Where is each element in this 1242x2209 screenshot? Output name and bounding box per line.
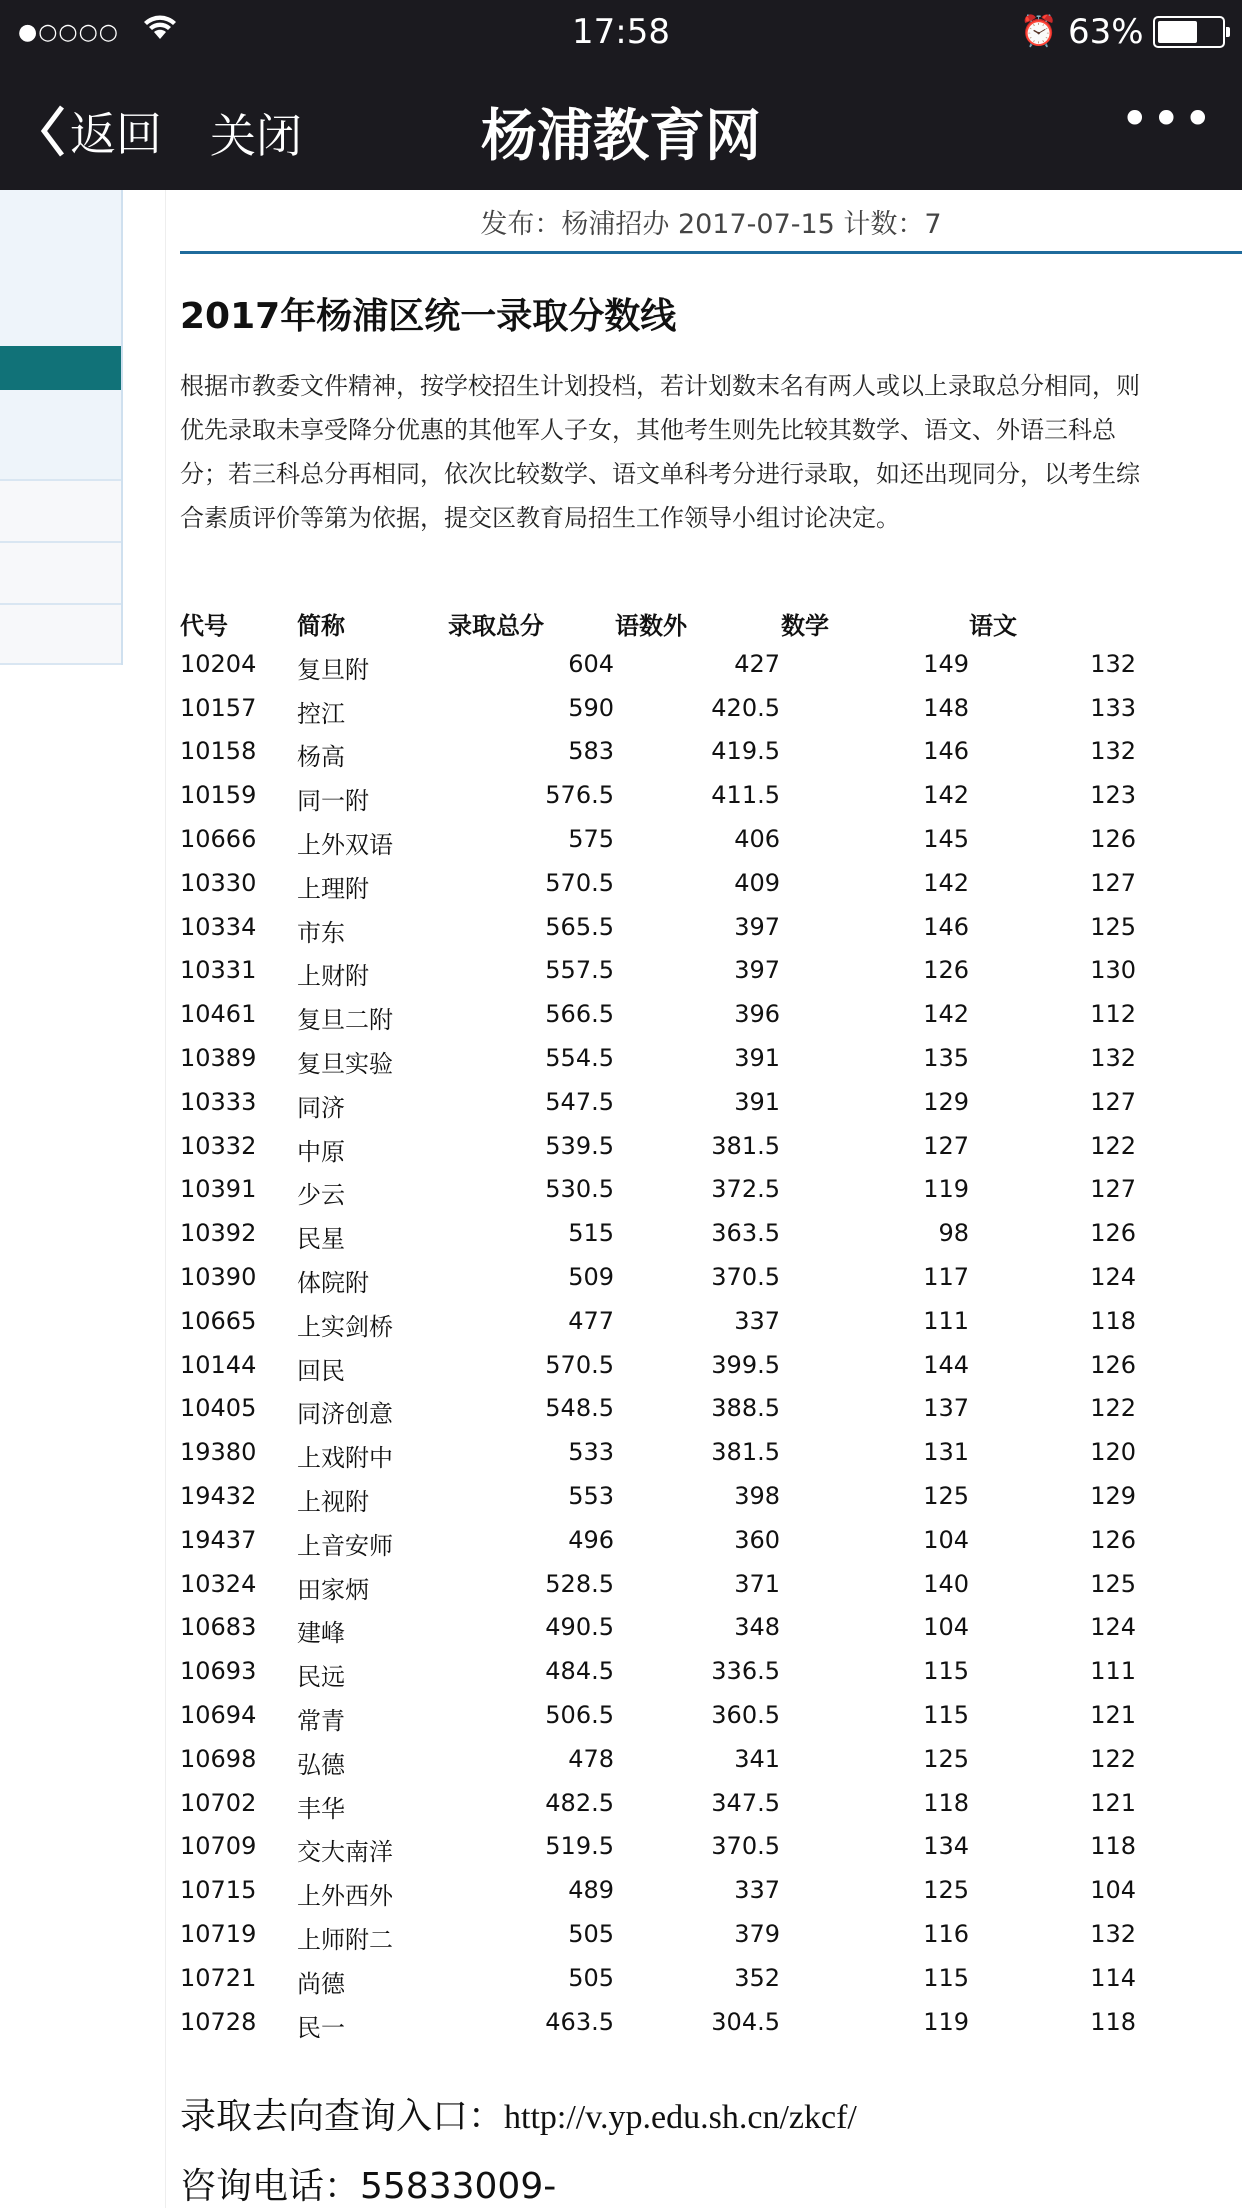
cell-math: 117 bbox=[923, 1262, 969, 1291]
cell-chinese: 114 bbox=[1090, 1963, 1136, 1992]
cell-total: 554.5 bbox=[545, 1043, 614, 1072]
cell-math: 116 bbox=[923, 1919, 969, 1948]
cell-code: 10728 bbox=[180, 2007, 257, 2036]
cell-three-subjects: 304.5 bbox=[711, 2007, 780, 2036]
divider bbox=[0, 541, 121, 543]
article-meta: 发布：杨浦招办 2017-07-15 计数：7 bbox=[480, 209, 942, 240]
cell-chinese: 123 bbox=[1090, 781, 1136, 810]
table-row bbox=[180, 773, 1140, 817]
cell-name: 上视附 bbox=[297, 1487, 369, 1516]
cell-code: 10702 bbox=[180, 1788, 257, 1817]
cell-math: 140 bbox=[923, 1569, 969, 1598]
cell-total: 482.5 bbox=[545, 1788, 614, 1817]
cell-total: 489 bbox=[568, 1876, 614, 1905]
cell-total: 539.5 bbox=[545, 1131, 614, 1160]
cell-total: 576.5 bbox=[545, 781, 614, 810]
cell-three-subjects: 352 bbox=[734, 1963, 780, 1992]
query-label: 录取去向查询入口： bbox=[180, 2096, 505, 2137]
cell-code: 10715 bbox=[180, 1876, 257, 1905]
cell-code: 10159 bbox=[180, 781, 257, 810]
cell-chinese: 126 bbox=[1090, 1219, 1136, 1248]
cell-name: 民星 bbox=[297, 1225, 345, 1254]
cell-total: 528.5 bbox=[545, 1569, 614, 1598]
cell-code: 10333 bbox=[180, 1087, 257, 1116]
sidebar bbox=[0, 190, 123, 665]
cell-three-subjects: 370.5 bbox=[711, 1832, 780, 1861]
table-row bbox=[180, 1605, 1140, 1649]
cell-total: 604 bbox=[568, 649, 614, 678]
cell-name: 同济创意 bbox=[297, 1400, 393, 1429]
cell-three-subjects: 337 bbox=[734, 1306, 780, 1335]
cell-total: 575 bbox=[568, 824, 614, 853]
cell-three-subjects: 347.5 bbox=[711, 1788, 780, 1817]
cell-code: 10334 bbox=[180, 912, 257, 941]
cell-total: 505 bbox=[568, 1963, 614, 1992]
cell-three-subjects: 372.5 bbox=[711, 1175, 780, 1204]
cell-name: 回民 bbox=[297, 1356, 345, 1385]
table-row bbox=[180, 1080, 1140, 1124]
cell-chinese: 127 bbox=[1090, 1175, 1136, 1204]
cell-chinese: 118 bbox=[1090, 1832, 1136, 1861]
cell-chinese: 124 bbox=[1090, 1613, 1136, 1642]
clock: 17:58 bbox=[572, 12, 670, 52]
cell-total: 478 bbox=[568, 1744, 614, 1773]
table-row bbox=[180, 729, 1140, 773]
cell-chinese: 104 bbox=[1090, 1876, 1136, 1905]
divider bbox=[0, 603, 121, 605]
table-row bbox=[180, 861, 1140, 905]
cell-three-subjects: 336.5 bbox=[711, 1657, 780, 1686]
cell-name: 少云 bbox=[297, 1181, 345, 1210]
cell-math: 142 bbox=[923, 868, 969, 897]
cell-total: 590 bbox=[568, 693, 614, 722]
cell-name: 弘德 bbox=[297, 1750, 345, 1779]
cell-name: 常青 bbox=[297, 1706, 345, 1735]
cell-math: 125 bbox=[923, 1744, 969, 1773]
nav-bar bbox=[0, 70, 1242, 190]
table-row bbox=[180, 1211, 1140, 1255]
cell-name: 杨高 bbox=[297, 743, 345, 772]
cell-code: 10405 bbox=[180, 1394, 257, 1423]
cell-total: 519.5 bbox=[545, 1832, 614, 1861]
cell-code: 10144 bbox=[180, 1350, 257, 1379]
cell-chinese: 120 bbox=[1090, 1438, 1136, 1467]
cell-three-subjects: 370.5 bbox=[711, 1262, 780, 1291]
cell-chinese: 133 bbox=[1090, 693, 1136, 722]
table-row bbox=[180, 1518, 1140, 1562]
cell-math: 126 bbox=[923, 956, 969, 985]
cell-math: 142 bbox=[923, 781, 969, 810]
cell-code: 19380 bbox=[180, 1438, 257, 1467]
cell-total: 547.5 bbox=[545, 1087, 614, 1116]
header-math: 数学 bbox=[781, 612, 829, 640]
cell-math: 119 bbox=[923, 2007, 969, 2036]
cell-math: 135 bbox=[923, 1043, 969, 1072]
cell-chinese: 132 bbox=[1090, 649, 1136, 678]
table-row bbox=[180, 1474, 1140, 1518]
status-bar bbox=[0, 0, 1242, 70]
cell-total: 484.5 bbox=[545, 1657, 614, 1686]
cell-chinese: 124 bbox=[1090, 1262, 1136, 1291]
cell-code: 10666 bbox=[180, 824, 257, 853]
header-code: 代号 bbox=[180, 612, 228, 640]
cell-chinese: 127 bbox=[1090, 1087, 1136, 1116]
cell-math: 134 bbox=[923, 1832, 969, 1861]
header-name: 简称 bbox=[297, 612, 345, 640]
cell-chinese: 122 bbox=[1090, 1131, 1136, 1160]
cell-three-subjects: 371 bbox=[734, 1569, 780, 1598]
cell-total: 583 bbox=[568, 737, 614, 766]
cell-three-subjects: 348 bbox=[734, 1613, 780, 1642]
cell-math: 104 bbox=[923, 1613, 969, 1642]
cell-chinese: 122 bbox=[1090, 1394, 1136, 1423]
cell-code: 10157 bbox=[180, 693, 257, 722]
cell-code: 10709 bbox=[180, 1832, 257, 1861]
table-row bbox=[180, 992, 1140, 1036]
page-title: 杨浦教育网 bbox=[481, 104, 761, 169]
cell-chinese: 121 bbox=[1090, 1788, 1136, 1817]
cell-name: 控江 bbox=[297, 699, 345, 728]
cell-chinese: 118 bbox=[1090, 1306, 1136, 1335]
cell-name: 民一 bbox=[297, 2013, 345, 2042]
cell-total: 490.5 bbox=[545, 1613, 614, 1642]
table-row bbox=[180, 1781, 1140, 1825]
cell-name: 上戏附中 bbox=[297, 1444, 393, 1473]
cell-three-subjects: 399.5 bbox=[711, 1350, 780, 1379]
cell-code: 10332 bbox=[180, 1131, 257, 1160]
cell-math: 125 bbox=[923, 1876, 969, 1905]
table-row bbox=[180, 1167, 1140, 1211]
cell-chinese: 132 bbox=[1090, 1919, 1136, 1948]
cell-chinese: 121 bbox=[1090, 1700, 1136, 1729]
cell-code: 19432 bbox=[180, 1481, 257, 1510]
table-row bbox=[180, 2000, 1140, 2044]
cell-total: 570.5 bbox=[545, 868, 614, 897]
sidebar-item[interactable] bbox=[0, 603, 121, 665]
cell-total: 496 bbox=[568, 1525, 614, 1554]
cell-code: 10324 bbox=[180, 1569, 257, 1598]
cell-math: 118 bbox=[923, 1788, 969, 1817]
cell-math: 146 bbox=[923, 912, 969, 941]
cell-chinese: 125 bbox=[1090, 1569, 1136, 1598]
cell-code: 10698 bbox=[180, 1744, 257, 1773]
cell-name: 上师附二 bbox=[297, 1925, 393, 1954]
cell-total: 557.5 bbox=[545, 956, 614, 985]
query-link[interactable]: http://v.yp.edu.sh.cn/zkcf/ bbox=[504, 2099, 857, 2136]
cell-chinese: 112 bbox=[1090, 1000, 1136, 1029]
cell-math: 98 bbox=[938, 1219, 969, 1248]
cell-three-subjects: 360 bbox=[734, 1525, 780, 1554]
article-title: 2017年杨浦区统一录取分数线 bbox=[180, 296, 677, 337]
cell-name: 复旦实验 bbox=[297, 1049, 393, 1078]
cell-chinese: 126 bbox=[1090, 824, 1136, 853]
cell-name: 上外双语 bbox=[297, 830, 393, 859]
cell-three-subjects: 396 bbox=[734, 1000, 780, 1029]
table-row bbox=[180, 1649, 1140, 1693]
cell-math: 146 bbox=[923, 737, 969, 766]
cell-chinese: 122 bbox=[1090, 1744, 1136, 1773]
cell-total: 566.5 bbox=[545, 1000, 614, 1029]
cell-three-subjects: 406 bbox=[734, 824, 780, 853]
cell-name: 民远 bbox=[297, 1663, 345, 1692]
cell-math: 129 bbox=[923, 1087, 969, 1116]
cell-math: 144 bbox=[923, 1350, 969, 1379]
cell-three-subjects: 420.5 bbox=[711, 693, 780, 722]
cell-total: 515 bbox=[568, 1219, 614, 1248]
cell-total: 463.5 bbox=[545, 2007, 614, 2036]
cell-chinese: 126 bbox=[1090, 1350, 1136, 1379]
cell-code: 10693 bbox=[180, 1657, 257, 1686]
cell-code: 10391 bbox=[180, 1175, 257, 1204]
cell-code: 10331 bbox=[180, 956, 257, 985]
cell-three-subjects: 419.5 bbox=[711, 737, 780, 766]
cell-chinese: 111 bbox=[1090, 1657, 1136, 1686]
cell-chinese: 125 bbox=[1090, 912, 1136, 941]
cell-total: 548.5 bbox=[545, 1394, 614, 1423]
cell-math: 148 bbox=[923, 693, 969, 722]
sidebar-item[interactable] bbox=[0, 479, 121, 541]
cell-chinese: 129 bbox=[1090, 1481, 1136, 1510]
table-row bbox=[180, 686, 1140, 730]
cell-math: 145 bbox=[923, 824, 969, 853]
alarm-icon: ⏰ bbox=[1020, 14, 1058, 49]
cell-three-subjects: 411.5 bbox=[711, 781, 780, 810]
cell-chinese: 118 bbox=[1090, 2007, 1136, 2036]
cell-name: 市东 bbox=[297, 918, 345, 947]
cell-three-subjects: 398 bbox=[734, 1481, 780, 1510]
cell-three-subjects: 341 bbox=[734, 1744, 780, 1773]
cell-three-subjects: 381.5 bbox=[711, 1438, 780, 1467]
cell-math: 104 bbox=[923, 1525, 969, 1554]
cell-total: 565.5 bbox=[545, 912, 614, 941]
cell-math: 131 bbox=[923, 1438, 969, 1467]
cell-three-subjects: 337 bbox=[734, 1876, 780, 1905]
table-row bbox=[180, 905, 1140, 949]
header-total: 录取总分 bbox=[448, 612, 544, 640]
cell-code: 10461 bbox=[180, 1000, 257, 1029]
divider bbox=[0, 663, 121, 665]
cell-three-subjects: 388.5 bbox=[711, 1394, 780, 1423]
cell-total: 570.5 bbox=[545, 1350, 614, 1379]
cell-math: 115 bbox=[923, 1657, 969, 1686]
cell-name: 丰华 bbox=[297, 1794, 345, 1823]
cell-three-subjects: 391 bbox=[734, 1087, 780, 1116]
cell-code: 10665 bbox=[180, 1306, 257, 1335]
table-header bbox=[180, 598, 1140, 642]
cell-total: 477 bbox=[568, 1306, 614, 1335]
divider bbox=[180, 251, 1242, 254]
cell-math: 115 bbox=[923, 1700, 969, 1729]
cell-total: 533 bbox=[568, 1438, 614, 1467]
cell-total: 509 bbox=[568, 1262, 614, 1291]
close-button[interactable]: 关闭 bbox=[210, 109, 302, 163]
table-row bbox=[180, 1956, 1140, 2000]
cell-three-subjects: 391 bbox=[734, 1043, 780, 1072]
cell-math: 142 bbox=[923, 1000, 969, 1029]
cell-name: 上音安师 bbox=[297, 1531, 393, 1560]
cell-three-subjects: 427 bbox=[734, 649, 780, 678]
cell-three-subjects: 379 bbox=[734, 1919, 780, 1948]
cell-name: 同一附 bbox=[297, 787, 369, 816]
back-label: 返回 bbox=[70, 107, 162, 161]
cell-total: 553 bbox=[568, 1481, 614, 1510]
cell-name: 交大南洋 bbox=[297, 1838, 393, 1867]
cell-code: 10389 bbox=[180, 1043, 257, 1072]
cell-total: 505 bbox=[568, 1919, 614, 1948]
table-row bbox=[180, 642, 1140, 686]
cell-code: 10683 bbox=[180, 1613, 257, 1642]
cell-name: 上财附 bbox=[297, 962, 369, 991]
header-three-subjects: 语数外 bbox=[615, 612, 687, 640]
query-entry bbox=[180, 2088, 857, 2139]
cell-code: 10392 bbox=[180, 1219, 257, 1248]
cell-math: 115 bbox=[923, 1963, 969, 1992]
cell-name: 复旦附 bbox=[297, 655, 369, 684]
cell-code: 10719 bbox=[180, 1919, 257, 1948]
sidebar-item[interactable] bbox=[0, 541, 121, 603]
cell-name: 上外西外 bbox=[297, 1882, 393, 1911]
phone-info: 咨询电话：55833009- bbox=[180, 2166, 557, 2207]
more-options-icon[interactable]: ••• bbox=[1120, 90, 1215, 148]
table-row bbox=[180, 1255, 1140, 1299]
cell-code: 10204 bbox=[180, 649, 257, 678]
cell-code: 10721 bbox=[180, 1963, 257, 1992]
cell-three-subjects: 363.5 bbox=[711, 1219, 780, 1248]
divider bbox=[0, 479, 121, 481]
cell-three-subjects: 409 bbox=[734, 868, 780, 897]
header-chinese: 语文 bbox=[969, 612, 1017, 640]
cell-name: 田家炳 bbox=[297, 1575, 369, 1604]
cell-code: 10158 bbox=[180, 737, 257, 766]
cell-chinese: 132 bbox=[1090, 1043, 1136, 1072]
table-row bbox=[180, 1430, 1140, 1474]
cell-code: 10694 bbox=[180, 1700, 257, 1729]
table-row bbox=[180, 1868, 1140, 1912]
cell-total: 530.5 bbox=[545, 1175, 614, 1204]
cell-three-subjects: 360.5 bbox=[711, 1700, 780, 1729]
table-row bbox=[180, 1299, 1140, 1343]
cell-chinese: 130 bbox=[1090, 956, 1136, 985]
sidebar-item-active[interactable] bbox=[0, 346, 121, 390]
cell-chinese: 132 bbox=[1090, 737, 1136, 766]
cell-code: 10330 bbox=[180, 868, 257, 897]
cell-math: 137 bbox=[923, 1394, 969, 1423]
cell-chinese: 127 bbox=[1090, 868, 1136, 897]
cell-name: 尚德 bbox=[297, 1969, 345, 1998]
cell-chinese: 126 bbox=[1090, 1525, 1136, 1554]
cell-three-subjects: 381.5 bbox=[711, 1131, 780, 1160]
battery-percent: 63% bbox=[1068, 12, 1144, 52]
table-row bbox=[180, 1343, 1140, 1387]
cell-name: 中原 bbox=[297, 1137, 345, 1166]
cell-name: 上理附 bbox=[297, 874, 369, 903]
cell-three-subjects: 397 bbox=[734, 956, 780, 985]
cell-code: 10390 bbox=[180, 1262, 257, 1291]
table-row bbox=[180, 1386, 1140, 1430]
cell-total: 506.5 bbox=[545, 1700, 614, 1729]
table-row bbox=[180, 1737, 1140, 1781]
cell-name: 上实剑桥 bbox=[297, 1312, 393, 1341]
table-row bbox=[180, 817, 1140, 861]
table-row bbox=[180, 1124, 1140, 1168]
score-table bbox=[180, 598, 1140, 2043]
table-row bbox=[180, 1824, 1140, 1868]
table-row bbox=[180, 948, 1140, 992]
cell-three-subjects: 397 bbox=[734, 912, 780, 941]
table-row bbox=[180, 1036, 1140, 1080]
table-row bbox=[180, 1693, 1140, 1737]
cell-math: 119 bbox=[923, 1175, 969, 1204]
cell-name: 复旦二附 bbox=[297, 1006, 393, 1035]
divider bbox=[165, 190, 166, 2208]
cell-math: 111 bbox=[923, 1306, 969, 1335]
cell-name: 体院附 bbox=[297, 1268, 369, 1297]
battery-icon bbox=[1153, 16, 1225, 48]
cell-name: 同济 bbox=[297, 1093, 345, 1122]
cell-math: 125 bbox=[923, 1481, 969, 1510]
cell-math: 149 bbox=[923, 649, 969, 678]
table-row bbox=[180, 1562, 1140, 1606]
article-paragraph: 根据市教委文件精神，按学校招生计划投档，若计划数末名有两人或以上录取总分相同，则优先录取未享受降分优惠的其他军人子女，其他考生则先比较其数学、语文、外语三科总分；若三科总分再相同，依次比较数学、语文单科考分进行录取，如还出现同分，以考生综合素质评价等第为依据，提交区教育局招生工作领导小组讨论决定。 bbox=[180, 372, 1140, 532]
signal-strength: ●○○○○ bbox=[18, 20, 119, 45]
cell-name: 建峰 bbox=[297, 1619, 345, 1648]
table-row bbox=[180, 1912, 1140, 1956]
cell-math: 127 bbox=[923, 1131, 969, 1160]
cell-code: 19437 bbox=[180, 1525, 257, 1554]
